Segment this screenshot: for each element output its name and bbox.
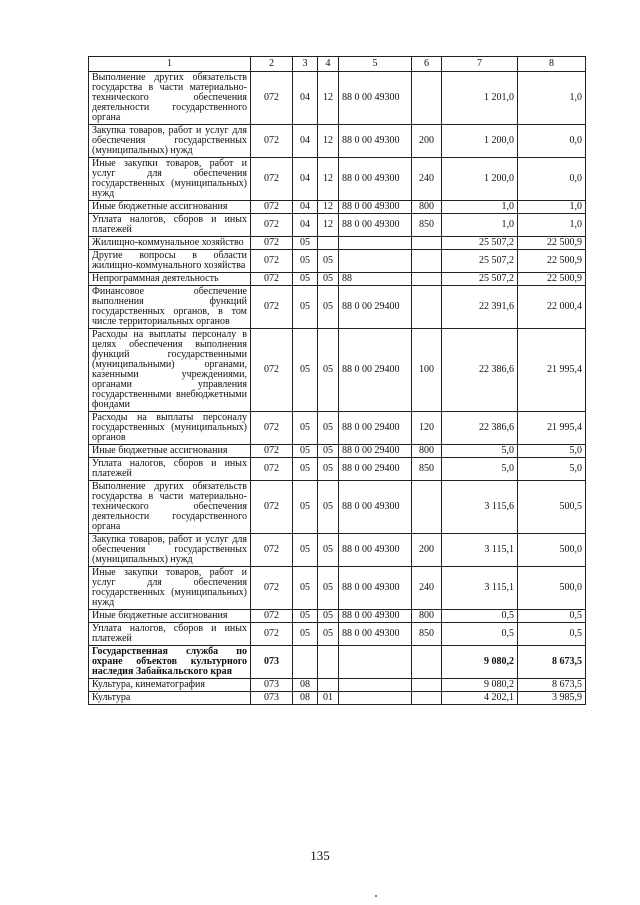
page-number: 135 <box>310 848 330 863</box>
code-admin-cell: 072 <box>251 481 293 534</box>
code-admin-cell: 072 <box>251 158 293 201</box>
subsection-cell: 05 <box>318 329 339 412</box>
code-admin-cell: 072 <box>251 72 293 125</box>
expense-type-cell: 800 <box>412 445 442 458</box>
amount-col7-cell: 0,5 <box>442 623 518 646</box>
code-admin-cell: 073 <box>251 646 293 679</box>
amount-col7-cell: 0,5 <box>442 610 518 623</box>
amount-col7-cell: 3 115,1 <box>442 567 518 610</box>
table-header-row <box>89 57 586 72</box>
subsection-cell: 05 <box>318 445 339 458</box>
code-admin-cell: 072 <box>251 458 293 481</box>
table-row <box>89 534 586 567</box>
section-cell: 04 <box>293 125 318 158</box>
target-article-cell: 88 <box>339 273 412 286</box>
code-admin-cell: 072 <box>251 125 293 158</box>
amount-col8-cell: 500,0 <box>518 534 586 567</box>
row-name-cell: Закупка товаров, работ и услуг для обеспечения государственных (муниципальных) нужд <box>89 534 251 567</box>
amount-col8-cell: 22 500,9 <box>518 273 586 286</box>
expense-type-cell: 850 <box>412 623 442 646</box>
section-cell: 05 <box>293 329 318 412</box>
row-name-cell: Расходы на выплаты персоналу в целях обеспечения выполнения функций государственными (муниципальными) органами, казенными учреждениями, органами управления государственными внебюджетными фондами <box>89 329 251 412</box>
table-body <box>89 57 586 705</box>
row-name-cell: Иные бюджетные ассигнования <box>89 445 251 458</box>
subsection-cell: 05 <box>318 610 339 623</box>
row-name-cell: Государственная служба по охране объектов культурного наследия Забайкальского края <box>89 646 251 679</box>
code-admin-cell: 072 <box>251 567 293 610</box>
code-admin-cell: 072 <box>251 445 293 458</box>
header-cell: 1 <box>89 57 251 72</box>
expense-type-cell <box>412 481 442 534</box>
table-row <box>89 237 586 250</box>
table-row <box>89 201 586 214</box>
table-row <box>89 458 586 481</box>
amount-col8-cell: 0,0 <box>518 125 586 158</box>
code-admin-cell: 072 <box>251 201 293 214</box>
table-row <box>89 567 586 610</box>
amount-col8-cell: 3 985,9 <box>518 692 586 705</box>
table-row <box>89 329 586 412</box>
row-name-cell: Закупка товаров, работ и услуг для обеспечения государственных (муниципальных) нужд <box>89 125 251 158</box>
section-cell: 05 <box>293 567 318 610</box>
amount-col7-cell: 1 200,0 <box>442 125 518 158</box>
subsection-cell: 05 <box>318 458 339 481</box>
target-article-cell: 88 0 00 49300 <box>339 158 412 201</box>
code-admin-cell: 072 <box>251 250 293 273</box>
subsection-cell: 05 <box>318 412 339 445</box>
table-row <box>89 273 586 286</box>
section-cell: 05 <box>293 623 318 646</box>
amount-col7-cell: 1 201,0 <box>442 72 518 125</box>
subsection-cell: 05 <box>318 567 339 610</box>
amount-col7-cell: 9 080,2 <box>442 679 518 692</box>
subsection-cell: 05 <box>318 250 339 273</box>
header-cell: 7 <box>442 57 518 72</box>
amount-col7-cell: 25 507,2 <box>442 250 518 273</box>
section-cell: 04 <box>293 158 318 201</box>
amount-col7-cell: 22 386,6 <box>442 412 518 445</box>
amount-col8-cell: 500,0 <box>518 567 586 610</box>
amount-col7-cell: 25 507,2 <box>442 237 518 250</box>
target-article-cell: 88 0 00 29400 <box>339 458 412 481</box>
target-article-cell: 88 0 00 29400 <box>339 329 412 412</box>
section-cell: 08 <box>293 692 318 705</box>
expense-type-cell <box>412 679 442 692</box>
expense-type-cell: 800 <box>412 201 442 214</box>
subsection-cell: 05 <box>318 273 339 286</box>
amount-col7-cell: 5,0 <box>442 458 518 481</box>
row-name-cell: Другие вопросы в области жилищно-коммунального хозяйства <box>89 250 251 273</box>
expense-type-cell <box>412 250 442 273</box>
amount-col8-cell: 8 673,5 <box>518 646 586 679</box>
subsection-cell: 05 <box>318 286 339 329</box>
subsection-cell <box>318 646 339 679</box>
section-cell: 05 <box>293 273 318 286</box>
header-cell: 6 <box>412 57 442 72</box>
target-article-cell: 88 0 00 49300 <box>339 72 412 125</box>
section-cell: 05 <box>293 286 318 329</box>
section-cell: 05 <box>293 412 318 445</box>
row-name-cell: Уплата налогов, сборов и иных платежей <box>89 623 251 646</box>
target-article-cell <box>339 679 412 692</box>
row-name-cell: Иные бюджетные ассигнования <box>89 610 251 623</box>
section-cell: 04 <box>293 72 318 125</box>
target-article-cell: 88 0 00 49300 <box>339 610 412 623</box>
table-row <box>89 72 586 125</box>
code-admin-cell: 072 <box>251 286 293 329</box>
header-cell: 8 <box>518 57 586 72</box>
expense-type-cell: 800 <box>412 610 442 623</box>
header-cell: 4 <box>318 57 339 72</box>
section-cell: 05 <box>293 458 318 481</box>
table-row <box>89 250 586 273</box>
table-row <box>89 646 586 679</box>
amount-col8-cell: 0,0 <box>518 158 586 201</box>
row-name-cell: Жилищно-коммунальное хозяйство <box>89 237 251 250</box>
expense-type-cell: 120 <box>412 412 442 445</box>
amount-col7-cell: 3 115,6 <box>442 481 518 534</box>
section-cell <box>293 646 318 679</box>
section-cell: 04 <box>293 201 318 214</box>
subsection-cell <box>318 679 339 692</box>
table-row <box>89 481 586 534</box>
expense-type-cell: 200 <box>412 534 442 567</box>
section-cell: 05 <box>293 237 318 250</box>
amount-col7-cell: 3 115,1 <box>442 534 518 567</box>
code-admin-cell: 073 <box>251 692 293 705</box>
row-name-cell: Финансовое обеспечение выполнения функций государственных органов, в том числе территориальных органов <box>89 286 251 329</box>
row-name-cell: Выполнение других обязательств государства в части материально-технического обеспечения деятельности государственного органа <box>89 481 251 534</box>
amount-col8-cell: 5,0 <box>518 445 586 458</box>
amount-col8-cell: 1,0 <box>518 201 586 214</box>
row-name-cell: Непрограммная деятельность <box>89 273 251 286</box>
code-admin-cell: 072 <box>251 534 293 567</box>
subsection-cell: 12 <box>318 201 339 214</box>
table-row <box>89 286 586 329</box>
section-cell: 05 <box>293 445 318 458</box>
amount-col7-cell: 1,0 <box>442 214 518 237</box>
subsection-cell: 05 <box>318 623 339 646</box>
amount-col7-cell: 9 080,2 <box>442 646 518 679</box>
subsection-cell: 12 <box>318 214 339 237</box>
table-row <box>89 679 586 692</box>
row-name-cell: Иные бюджетные ассигнования <box>89 201 251 214</box>
row-name-cell: Выполнение других обязательств государства в части материально-технического обеспечения деятельности государственного органа <box>89 72 251 125</box>
amount-col8-cell: 22 000,4 <box>518 286 586 329</box>
amount-col8-cell: 1,0 <box>518 214 586 237</box>
subsection-cell: 12 <box>318 72 339 125</box>
target-article-cell: 88 0 00 49300 <box>339 534 412 567</box>
section-cell: 08 <box>293 679 318 692</box>
subsection-cell: 05 <box>318 481 339 534</box>
expense-type-cell <box>412 72 442 125</box>
subsection-cell <box>318 237 339 250</box>
row-name-cell: Культура <box>89 692 251 705</box>
section-cell: 05 <box>293 250 318 273</box>
expense-type-cell: 240 <box>412 567 442 610</box>
header-cell: 2 <box>251 57 293 72</box>
code-admin-cell: 072 <box>251 237 293 250</box>
target-article-cell: 88 0 00 49300 <box>339 201 412 214</box>
amount-col8-cell: 1,0 <box>518 72 586 125</box>
amount-col7-cell: 22 386,6 <box>442 329 518 412</box>
table-row <box>89 692 586 705</box>
target-article-cell: 88 0 00 29400 <box>339 286 412 329</box>
table-row <box>89 623 586 646</box>
table-row <box>89 610 586 623</box>
amount-col7-cell: 1 200,0 <box>442 158 518 201</box>
amount-col7-cell: 22 391,6 <box>442 286 518 329</box>
amount-col7-cell: 4 202,1 <box>442 692 518 705</box>
expense-type-cell <box>412 237 442 250</box>
amount-col8-cell: 500,5 <box>518 481 586 534</box>
target-article-cell <box>339 237 412 250</box>
code-admin-cell: 072 <box>251 623 293 646</box>
amount-col7-cell: 25 507,2 <box>442 273 518 286</box>
expense-type-cell <box>412 692 442 705</box>
code-admin-cell: 072 <box>251 610 293 623</box>
code-admin-cell: 072 <box>251 412 293 445</box>
budget-table <box>88 56 586 705</box>
row-name-cell: Культура, кинематография <box>89 679 251 692</box>
target-article-cell: 88 0 00 49300 <box>339 214 412 237</box>
expense-type-cell <box>412 273 442 286</box>
subsection-cell: 12 <box>318 125 339 158</box>
target-article-cell: 88 0 00 49300 <box>339 481 412 534</box>
subsection-cell: 12 <box>318 158 339 201</box>
amount-col8-cell: 21 995,4 <box>518 412 586 445</box>
subsection-cell: 05 <box>318 534 339 567</box>
expense-type-cell <box>412 286 442 329</box>
expense-type-cell: 200 <box>412 125 442 158</box>
amount-col7-cell: 1,0 <box>442 201 518 214</box>
target-article-cell: 88 0 00 49300 <box>339 125 412 158</box>
row-name-cell: Уплата налогов, сборов и иных платежей <box>89 214 251 237</box>
target-article-cell: 88 0 00 49300 <box>339 567 412 610</box>
expense-type-cell: 240 <box>412 158 442 201</box>
code-admin-cell: 072 <box>251 273 293 286</box>
code-admin-cell: 072 <box>251 329 293 412</box>
subsection-cell: 01 <box>318 692 339 705</box>
section-cell: 05 <box>293 534 318 567</box>
row-name-cell: Расходы на выплаты персоналу государственных (муниципальных) органов <box>89 412 251 445</box>
row-name-cell: Иные закупки товаров, работ и услуг для обеспечения государственных (муниципальных) нужд <box>89 567 251 610</box>
row-name-cell: Иные закупки товаров, работ и услуг для обеспечения государственных (муниципальных) нужд <box>89 158 251 201</box>
table-row <box>89 214 586 237</box>
table-row <box>89 412 586 445</box>
code-admin-cell: 073 <box>251 679 293 692</box>
section-cell: 05 <box>293 610 318 623</box>
expense-type-cell: 100 <box>412 329 442 412</box>
amount-col8-cell: 0,5 <box>518 610 586 623</box>
table-row <box>89 125 586 158</box>
amount-col7-cell: 5,0 <box>442 445 518 458</box>
expense-type-cell: 850 <box>412 214 442 237</box>
code-admin-cell: 072 <box>251 214 293 237</box>
target-article-cell: 88 0 00 29400 <box>339 412 412 445</box>
table-row <box>89 158 586 201</box>
row-name-cell: Уплата налогов, сборов и иных платежей <box>89 458 251 481</box>
target-article-cell <box>339 250 412 273</box>
header-cell: 5 <box>339 57 412 72</box>
expense-type-cell: 850 <box>412 458 442 481</box>
amount-col8-cell: 8 673,5 <box>518 679 586 692</box>
table-row <box>89 445 586 458</box>
header-cell: 3 <box>293 57 318 72</box>
amount-col8-cell: 0,5 <box>518 623 586 646</box>
target-article-cell <box>339 692 412 705</box>
amount-col8-cell: 22 500,9 <box>518 237 586 250</box>
target-article-cell: 88 0 00 29400 <box>339 445 412 458</box>
section-cell: 05 <box>293 481 318 534</box>
target-article-cell <box>339 646 412 679</box>
amount-col8-cell: 21 995,4 <box>518 329 586 412</box>
target-article-cell: 88 0 00 49300 <box>339 623 412 646</box>
expense-type-cell <box>412 646 442 679</box>
section-cell: 04 <box>293 214 318 237</box>
scan-dot <box>375 895 377 897</box>
amount-col8-cell: 22 500,9 <box>518 250 586 273</box>
amount-col8-cell: 5,0 <box>518 458 586 481</box>
